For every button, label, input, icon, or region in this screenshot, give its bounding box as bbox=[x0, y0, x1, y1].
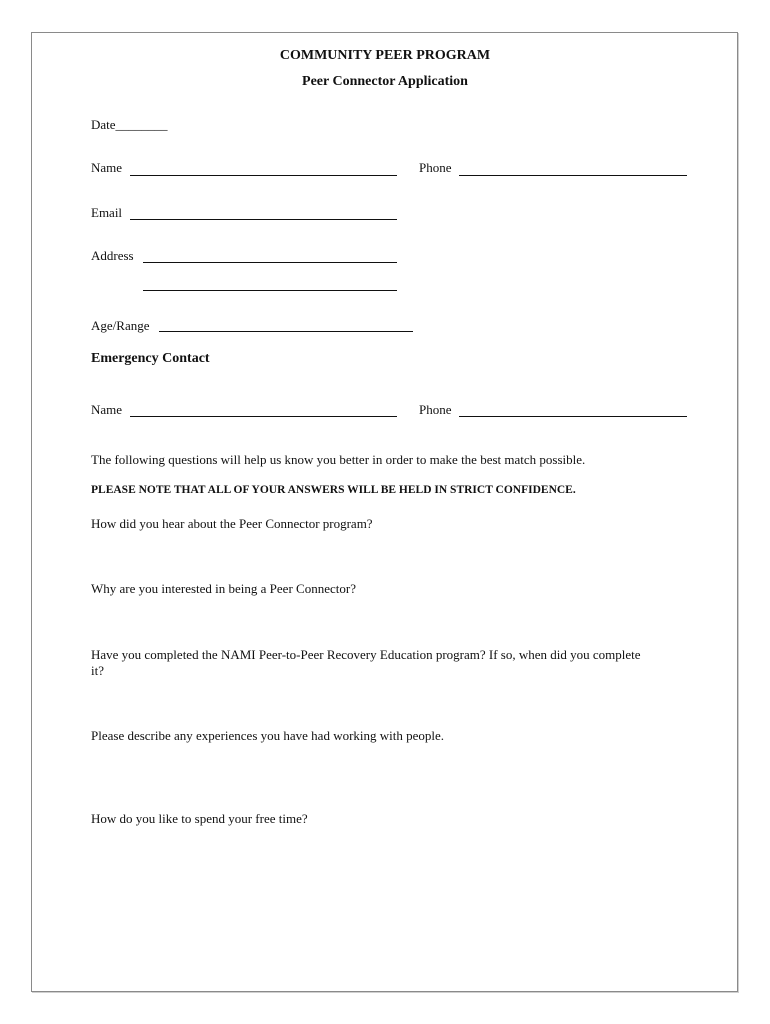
address-input-line-2[interactable] bbox=[143, 290, 397, 291]
question-nami-completion-cont: it? bbox=[91, 663, 104, 678]
date-field[interactable]: Date________ bbox=[91, 117, 168, 132]
address-label: Address bbox=[91, 248, 134, 263]
question-experience: Please describe any experiences you have had working with people. bbox=[91, 728, 445, 743]
address-input-line-1[interactable] bbox=[143, 262, 397, 263]
phone-input-line[interactable] bbox=[459, 175, 687, 176]
confidentiality-notice: PLEASE NOTE THAT ALL OF YOUR ANSWERS WILL BE HELD IN STRICT CONFIDENCE. bbox=[91, 484, 576, 496]
emergency-phone-input-line[interactable] bbox=[459, 416, 687, 417]
page-border bbox=[31, 32, 738, 992]
email-label: Email bbox=[91, 205, 123, 220]
form-title: Peer Connector Application bbox=[302, 74, 468, 89]
name-input-line[interactable] bbox=[130, 175, 397, 176]
emergency-name-input-line[interactable] bbox=[130, 416, 397, 417]
phone-label: Phone bbox=[419, 160, 452, 175]
age-range-input-line[interactable] bbox=[159, 331, 413, 332]
emergency-contact-heading: Emergency Contact bbox=[91, 351, 210, 366]
question-interest: Why are you interested in being a Peer Connector? bbox=[91, 581, 356, 596]
intro-text: The following questions will help us know you better in order to make the best match possible. bbox=[91, 452, 586, 467]
age-range-label: Age/Range bbox=[91, 318, 150, 333]
name-label: Name bbox=[91, 160, 123, 175]
emergency-name-label: Name bbox=[91, 402, 123, 417]
program-title: COMMUNITY PEER PROGRAM bbox=[279, 48, 491, 63]
question-nami-completion: Have you completed the NAMI Peer-to-Peer Recovery Education program? If so, when did you complete bbox=[91, 647, 641, 662]
question-hear-about: How did you hear about the Peer Connector program? bbox=[91, 516, 373, 531]
question-free-time: How do you like to spend your free time? bbox=[91, 811, 308, 826]
email-input-line[interactable] bbox=[130, 219, 397, 220]
emergency-phone-label: Phone bbox=[419, 402, 452, 417]
